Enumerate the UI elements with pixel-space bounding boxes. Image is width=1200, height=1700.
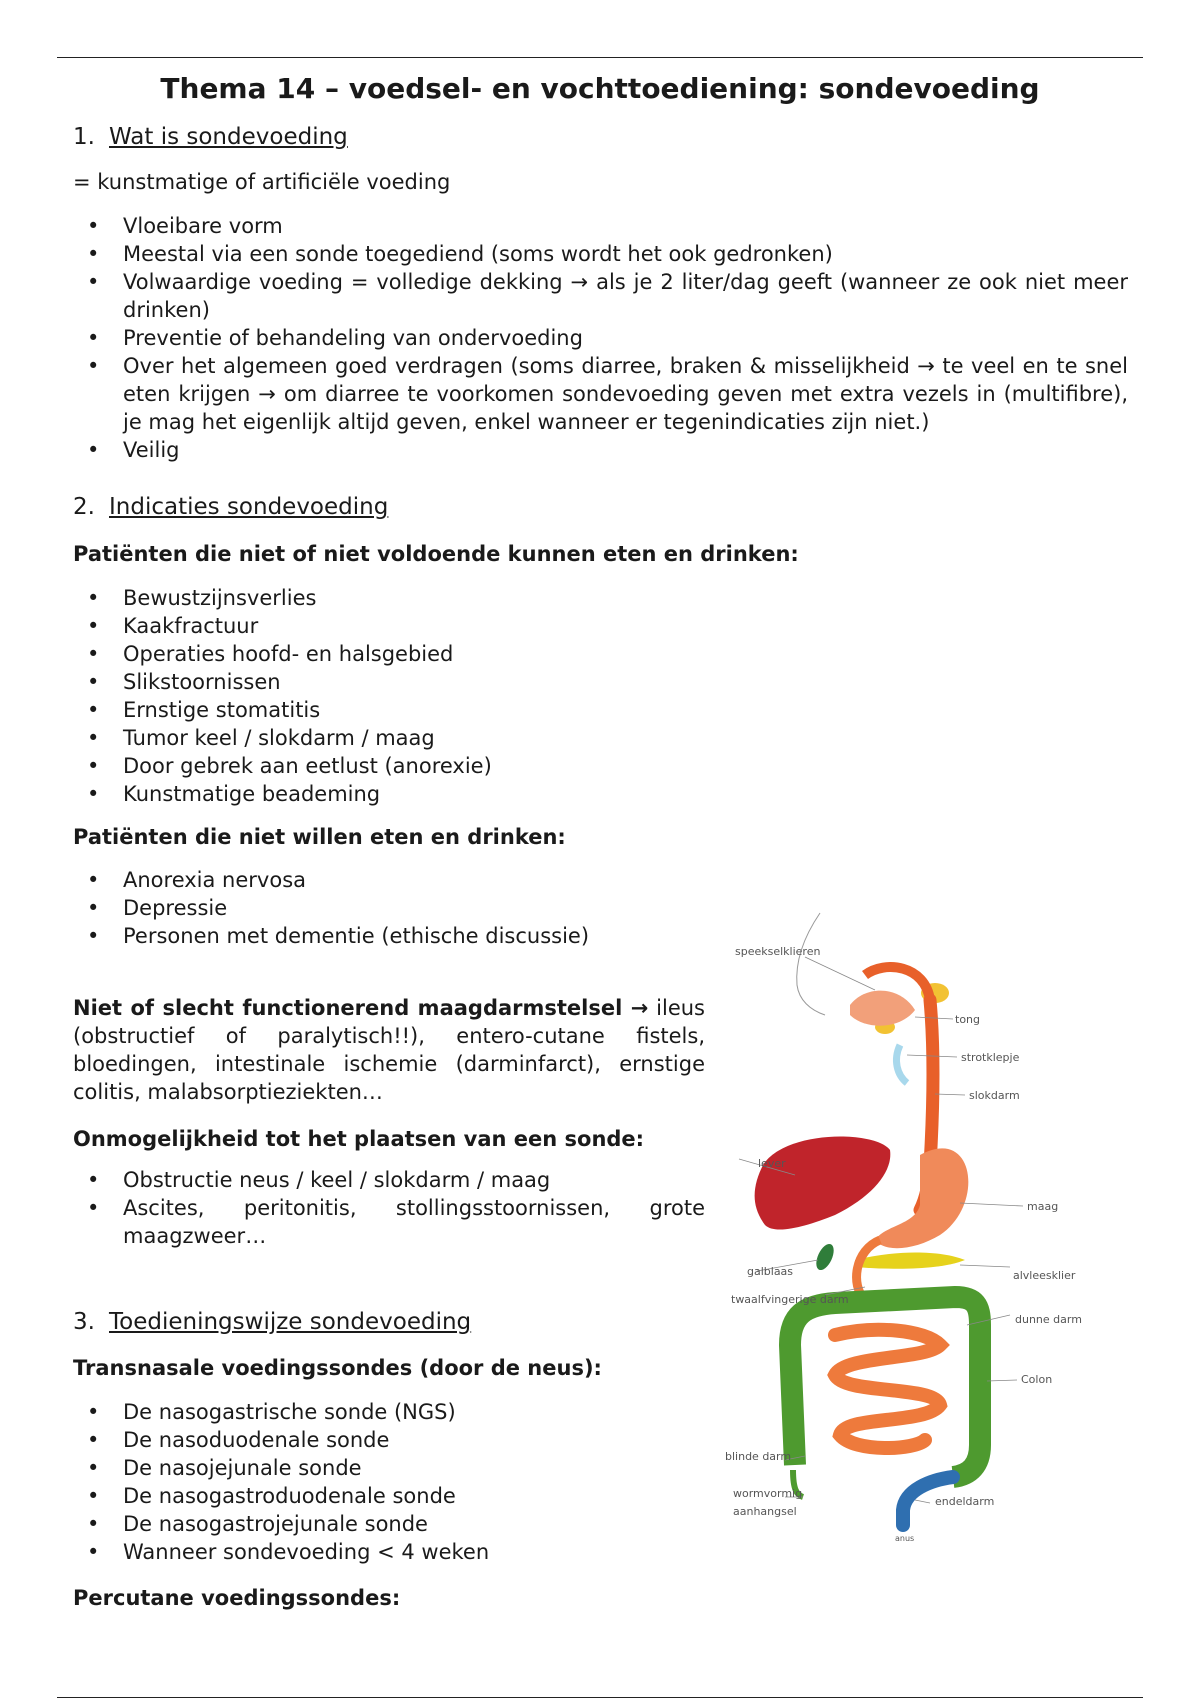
subheading-transnasal: Transnasale voedingssondes (door de neus): — [73, 1356, 602, 1380]
label-tong: tong — [955, 1013, 980, 1026]
digestive-system-diagram — [725, 905, 1105, 1545]
label-alvleesklier: alvleesklier — [1013, 1269, 1076, 1282]
pancreas-shape — [855, 1253, 965, 1269]
list-item: • Preventie of behandeling van ondervoeding — [73, 324, 1128, 352]
label-aanhangsel: aanhangsel — [733, 1505, 797, 1518]
leader-line — [935, 1094, 965, 1095]
label-slokdarm: slokdarm — [969, 1089, 1020, 1102]
list-item: • Bewustzijnsverlies — [73, 584, 773, 612]
label-wormvormig: wormvormig — [733, 1487, 803, 1500]
list-item: • De nasojejunale sonde — [73, 1454, 705, 1482]
gallbladder-shape — [813, 1241, 838, 1272]
definition: = kunstmatige of artificiële voeding — [73, 170, 451, 194]
gi-paragraph — [73, 994, 705, 1106]
no-sonde-list — [73, 1166, 705, 1250]
leader-line — [987, 1380, 1017, 1381]
list-item: • Ascites, peritonitis, stollingsstoornissen, grote maagzweer… — [73, 1194, 705, 1250]
list-item: • Tumor keel / slokdarm / maag — [73, 724, 773, 752]
section-number: 1. — [73, 124, 95, 150]
list-item: • De nasogastrische sonde (NGS) — [73, 1398, 705, 1426]
label-maag: maag — [1027, 1200, 1059, 1213]
label-lever: lever — [758, 1157, 786, 1170]
label-dunne-darm: dunne darm — [1015, 1313, 1082, 1326]
tongue-shape — [850, 991, 915, 1026]
gi-text: ileus (obstructief of paralytisch!!), entero-cutane fistels, bloedingen, intestinale ischemie (darminfarct), ernstige colitis, malabsorptieziekten… — [73, 996, 705, 1104]
label-endeldarm: endeldarm — [935, 1495, 995, 1508]
subheading-will-not-eat: Patiënten die niet willen eten en drinken: — [73, 825, 566, 849]
leader-line — [960, 1203, 1023, 1206]
label-anus: anus — [895, 1534, 915, 1543]
gi-bold-lead: Niet of slecht functionerend maagdarmstelsel → — [73, 996, 649, 1020]
subheading-percutaneous: Percutane voedingssondes: — [73, 1586, 401, 1610]
section-2-heading — [73, 494, 388, 520]
section-number: 3. — [73, 1309, 95, 1335]
label-colon: Colon — [1021, 1373, 1053, 1386]
list-item: • Slikstoornissen — [73, 668, 773, 696]
subheading-cannot-eat: Patiënten die niet of niet voldoende kunnen eten en drinken: — [73, 542, 799, 566]
label-blinde-darm: blinde darm — [725, 1450, 792, 1463]
cannot-eat-list — [73, 584, 773, 808]
section-1-heading — [73, 124, 348, 150]
section-1-list — [73, 212, 1128, 464]
list-item: • Kaakfractuur — [73, 612, 773, 640]
list-item: • Meestal via een sonde toegediend (soms wordt het ook gedronken) — [73, 240, 1128, 268]
top-rule — [57, 57, 1143, 58]
bottom-rule — [57, 1697, 1143, 1698]
list-item: • Vloeibare vorm — [73, 212, 1128, 240]
section-3-heading — [73, 1309, 471, 1335]
list-item: • Over het algemeen goed verdragen (soms diarree, braken & misselijkheid → te veel en te snel eten krijgen → om diarree te voorkomen sondevoeding geven met extra vezels in (multifibre), je mag het eigenlijk altijd geven, enkel wanneer er tegenindicaties zijn niet.) — [73, 352, 1128, 436]
list-item: • Anorexia nervosa — [73, 866, 773, 894]
list-item: • Kunstmatige beademing — [73, 780, 773, 808]
page-title: Thema 14 – voedsel- en vochttoediening: sondevoeding — [160, 72, 1040, 105]
label-twaalfvingerige-darm: twaalfvingerige darm — [731, 1293, 849, 1306]
label-speekselklieren: speekselklieren — [735, 945, 821, 958]
leader-line — [915, 1500, 930, 1503]
list-item: • Wanneer sondevoeding < 4 weken — [73, 1538, 705, 1566]
list-item: • Obstructie neus / keel / slokdarm / maag — [73, 1166, 705, 1194]
transnasal-list — [73, 1398, 705, 1566]
section-title: Indicaties sondevoeding — [109, 494, 389, 520]
list-item: • Operaties hoofd- en halsgebied — [73, 640, 773, 668]
list-item: • Door gebrek aan eetlust (anorexie) — [73, 752, 773, 780]
list-item: • De nasogastroduodenale sonde — [73, 1482, 705, 1510]
section-number: 2. — [73, 494, 95, 520]
will-not-eat-list — [73, 866, 773, 950]
list-item: • De nasoduodenale sonde — [73, 1426, 705, 1454]
list-item: • De nasogastrojejunale sonde — [73, 1510, 705, 1538]
section-title: Toedieningswijze sondevoeding — [109, 1309, 472, 1335]
section-title: Wat is sondevoeding — [109, 124, 348, 150]
subheading-no-sonde: Onmogelijkheid tot het plaatsen van een sonde: — [73, 1127, 645, 1151]
leader-line — [960, 1265, 1010, 1267]
list-item: • Volwaardige voeding = volledige dekking → als je 2 liter/dag geeft (wanneer ze ook niet meer drinken) — [73, 268, 1128, 324]
list-item: • Ernstige stomatitis — [73, 696, 773, 724]
list-item: • Veilig — [73, 436, 1128, 464]
label-strotklepje: strotklepje — [961, 1051, 1020, 1064]
liver-shape — [755, 1136, 891, 1229]
label-galblaas: galblaas — [747, 1265, 794, 1278]
list-item: • Personen met dementie (ethische discussie) — [73, 922, 773, 950]
small-intestine-shape — [835, 1330, 940, 1448]
epiglottis-shape — [896, 1045, 907, 1083]
list-item: • Depressie — [73, 894, 773, 922]
